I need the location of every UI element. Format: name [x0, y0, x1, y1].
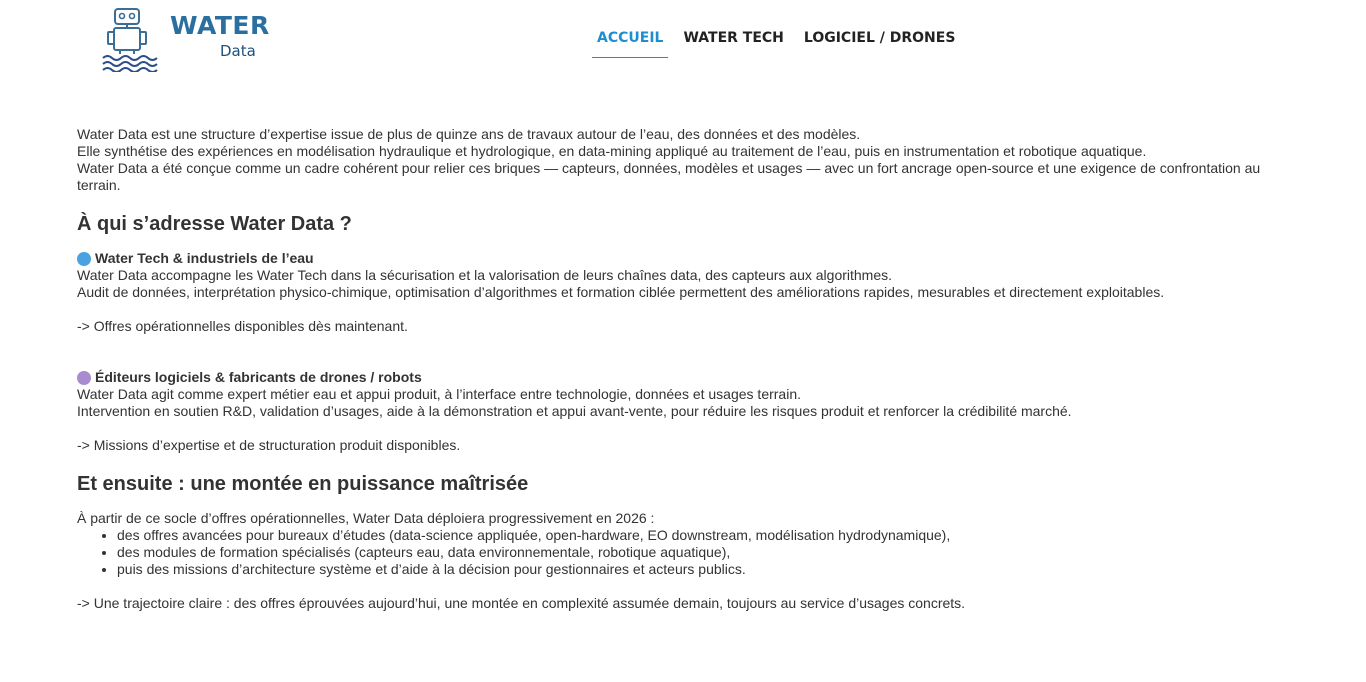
audience-heading: À qui s’adresse Water Data ? [77, 213, 352, 235]
next-heading: Et ensuite : une montée en puissance maîtrisée [77, 473, 529, 495]
main-nav [592, 22, 970, 58]
water-tech-title-row [77, 250, 1282, 267]
purple-dot-icon [77, 371, 91, 385]
main-content [77, 126, 1282, 612]
list-item: • des modules de formation spécialisés (capteurs eau, data environnementale, robotique aquatique), [117, 544, 1282, 561]
water-tech-title: Water Tech & industriels de l’eau [95, 250, 314, 266]
water-tech-cta: -> Offres opérationnelles disponibles dès maintenant. [77, 318, 408, 334]
next-conclusion: -> Une trajectoire claire : des offres éprouvées aujourd’hui, une montée en complexité assumée demain, toujours au service d’usages concrets. [77, 595, 966, 611]
water-tech-line-1: Water Data accompagne les Water Tech dans la sécurisation et la valorisation de leurs chaînes data, des capteurs aux algorithmes. [77, 267, 893, 283]
blue-dot-icon [77, 252, 91, 266]
nav-item-logiciel-drones[interactable]: LOGICIEL / DRONES [803, 30, 956, 46]
logo-subtitle: Data [220, 42, 256, 60]
software-cta: -> Missions d’expertise et de structuration produit disponibles. [77, 437, 461, 453]
water-tech-line-2: Audit de données, interprétation physico-chimique, optimisation d’algorithmes et formation ciblée permettent des améliorations rapides, mesurables et directement exploitables. [77, 284, 1165, 300]
software-title: Éditeurs logiciels & fabricants de drones / robots [95, 369, 422, 385]
software-line-1: Water Data agit comme expert métier eau et appui produit, à l’interface entre technologie, données et usages terrain. [77, 386, 802, 402]
software-title-row [77, 369, 1282, 386]
next-list [77, 527, 1282, 578]
next-intro: À partir de ce socle d’offres opérationnelles, Water Data déploiera progressivement en 2026 : [77, 510, 655, 526]
nav-item-water-tech[interactable]: WATER TECH [683, 30, 784, 46]
water-data-logo[interactable] [100, 6, 270, 72]
nav-item-accueil[interactable]: ACCUEIL [592, 22, 668, 58]
intro-line-2: Elle synthétise des expériences en modélisation hydraulique et hydrologique, en data-mining appliqué au traitement de l’eau, puis en instrumentation et robotique aquatique. [77, 143, 1147, 159]
intro-line-1: Water Data est une structure d’expertise issue de plus de quinze ans de travaux autour de l’eau, des données et des modèles. [77, 126, 861, 142]
list-item: • des offres avancées pour bureaux d’études (data-science appliquée, open-hardware, EO downstream, modélisation hydrodynamique), [117, 527, 1282, 544]
software-line-2: Intervention en soutien R&D, validation d’usages, aide à la démonstration et appui avant-vente, pour réduire les risques produit et renforcer la crédibilité marché. [77, 403, 1072, 419]
site-header [0, 0, 1366, 80]
logo-title: WATER [170, 11, 270, 40]
list-item: • puis des missions d’architecture système et d’aide à la décision pour gestionnaires et acteurs publics. [117, 561, 1282, 578]
robot-waves-icon [100, 6, 170, 72]
intro-line-3: Water Data a été conçue comme un cadre cohérent pour relier ces briques — capteurs, données, modèles et usages — avec un fort ancrage open-source et une exigence de confrontation au terrain. [77, 160, 1261, 193]
